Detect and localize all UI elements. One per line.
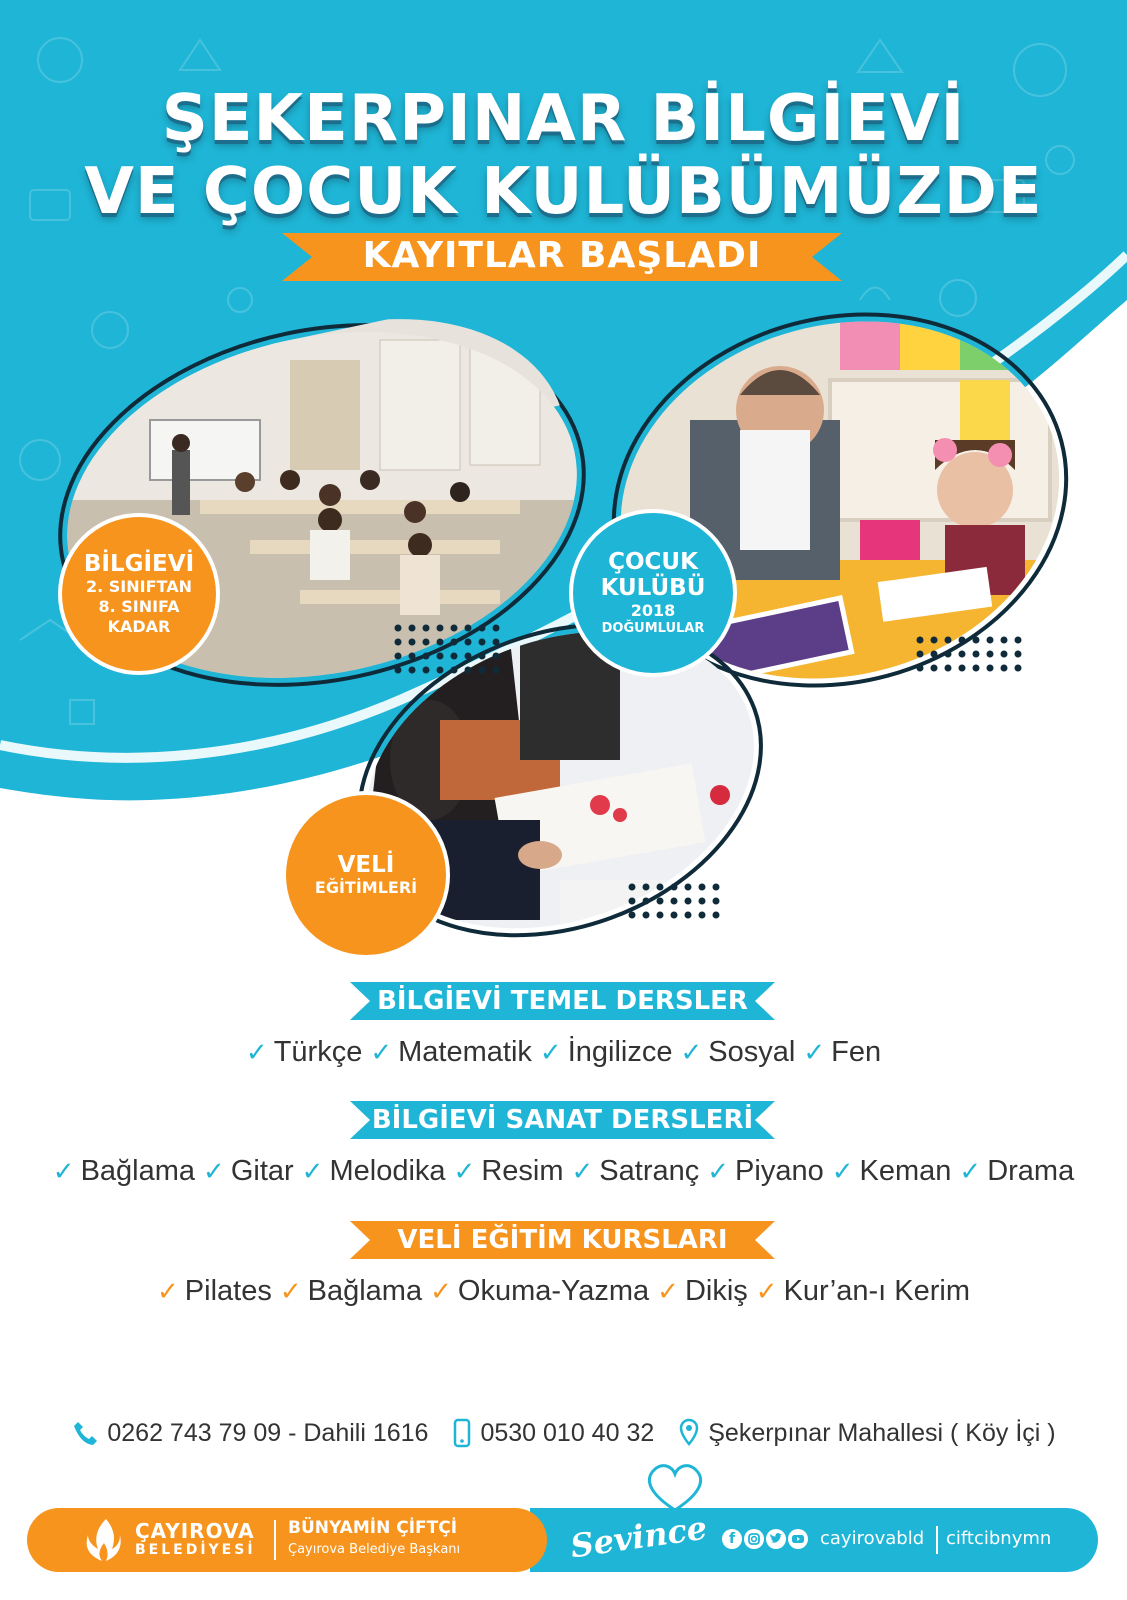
check-icon: ✓	[571, 1156, 594, 1187]
check-icon: ✓	[370, 1037, 393, 1068]
youtube-icon[interactable]	[788, 1529, 808, 1549]
footer-handle-2[interactable]: ciftcibnymn	[946, 1528, 1052, 1549]
list-item: ✓ Piyano	[707, 1155, 824, 1187]
footer-mayor-title: Çayırova Belediye Başkanı	[288, 1542, 461, 1557]
section-temel-banner	[350, 982, 775, 1020]
check-icon: ✓	[453, 1156, 476, 1187]
check-icon: ✓	[707, 1156, 730, 1187]
phone-icon	[71, 1419, 99, 1447]
section-temel-title: BİLGİEVİ TEMEL DERSLER	[377, 986, 748, 1016]
badge-bilgievi-line2: 8. SINIFA	[98, 597, 180, 616]
section-temel-list	[0, 1036, 1127, 1069]
check-icon: ✓	[301, 1156, 324, 1187]
list-item: ✓ Bağlama	[279, 1275, 423, 1307]
badge-bilgievi	[62, 517, 216, 671]
check-icon: ✓	[245, 1037, 268, 1068]
heart-outline-icon	[640, 1458, 710, 1518]
footer-org-line2: BELEDİYESİ	[135, 1542, 256, 1558]
section-veli-banner	[350, 1221, 775, 1259]
section-sanat-banner	[350, 1101, 775, 1139]
facebook-icon[interactable]: f	[722, 1529, 742, 1549]
ribbon-text: KAYITLAR BAŞLADI	[362, 235, 762, 276]
footer-signature: Sevince	[568, 1508, 710, 1566]
list-item: ✓ Dikiş	[657, 1275, 748, 1307]
badge-cocuk-sub: DOĞUMLULAR	[601, 621, 705, 636]
check-icon: ✓	[959, 1156, 982, 1187]
list-item: ✓ Drama	[959, 1155, 1075, 1187]
section-sanat-title: BİLGİEVİ SANAT DERSLERİ	[371, 1105, 754, 1135]
contact-phone[interactable]: 0262 743 79 09 - Dahili 1616	[71, 1419, 428, 1448]
contact-bar	[0, 1418, 1127, 1448]
badge-bilgievi-line1: 2. SINIFTAN	[86, 577, 192, 596]
instagram-icon[interactable]	[744, 1529, 764, 1549]
badge-veli	[286, 795, 446, 955]
location-pin-icon	[678, 1418, 700, 1448]
list-item: ✓ Sosyal	[680, 1036, 796, 1068]
badge-cocuk-year: 2018	[630, 601, 676, 620]
badge-cocuk-kulubu	[573, 513, 733, 673]
contact-mobile[interactable]: 0530 010 40 32	[452, 1418, 654, 1448]
badge-bilgievi-line3: KADAR	[107, 617, 171, 636]
check-icon: ✓	[52, 1156, 75, 1187]
check-icon: ✓	[803, 1037, 826, 1068]
title-line-2: VE ÇOCUK KULÜBÜMÜZDE	[84, 155, 1043, 229]
check-icon: ✓	[831, 1156, 854, 1187]
municipality-logo-icon	[86, 1517, 126, 1563]
list-item: ✓ Pilates	[157, 1275, 272, 1307]
list-item: ✓ Kur’an-ı Kerim	[755, 1275, 970, 1307]
list-item: ✓ Satranç	[571, 1155, 700, 1187]
list-item: ✓ Matematik	[370, 1036, 532, 1068]
check-icon: ✓	[279, 1276, 302, 1307]
check-icon: ✓	[657, 1276, 679, 1307]
list-item: ✓ Keman	[831, 1155, 952, 1187]
badge-veli-title: VELİ	[337, 852, 395, 878]
check-icon: ✓	[203, 1156, 225, 1187]
check-icon: ✓	[157, 1276, 179, 1307]
footer-mayor-name: BÜNYAMİN ÇİFTÇİ	[288, 1518, 458, 1538]
footer-divider	[274, 1520, 276, 1560]
twitter-icon[interactable]	[766, 1529, 786, 1549]
list-item: ✓ Gitar	[203, 1155, 294, 1187]
footer-handle-divider	[936, 1526, 938, 1554]
check-icon: ✓	[430, 1276, 452, 1307]
dot-grid-2	[917, 637, 1022, 672]
list-item: ✓ Türkçe	[245, 1036, 363, 1068]
list-item: ✓ Bağlama	[52, 1155, 196, 1187]
title-line-1: ŞEKERPINAR BİLGİEVİ	[161, 82, 966, 156]
check-icon: ✓	[680, 1037, 703, 1068]
badge-cocuk-title2: KULÜBÜ	[600, 575, 706, 601]
section-sanat-list	[0, 1155, 1127, 1188]
list-item: ✓ Resim	[453, 1155, 564, 1187]
section-veli-title: VELİ EĞİTİM KURSLARI	[397, 1225, 728, 1255]
list-item: ✓ Fen	[803, 1036, 882, 1068]
list-item: ✓ Okuma-Yazma	[430, 1275, 650, 1307]
list-item: ✓ İngilizce	[539, 1036, 673, 1068]
mobile-phone-icon	[452, 1418, 472, 1448]
check-icon: ✓	[755, 1276, 778, 1307]
badge-bilgievi-title: BİLGİEVİ	[83, 551, 195, 577]
list-item: ✓ Melodika	[301, 1155, 446, 1187]
footer-org-line1: ÇAYIROVA	[135, 1519, 255, 1543]
contact-address: Şekerpınar Mahallesi ( Köy İçi )	[678, 1418, 1055, 1448]
section-veli-list	[0, 1275, 1127, 1308]
check-icon: ✓	[539, 1037, 562, 1068]
footer-handle-1[interactable]: cayirovabld	[820, 1528, 925, 1549]
badge-veli-sub: EĞİTİMLERİ	[314, 878, 418, 897]
badge-cocuk-title1: ÇOCUK	[608, 549, 698, 575]
